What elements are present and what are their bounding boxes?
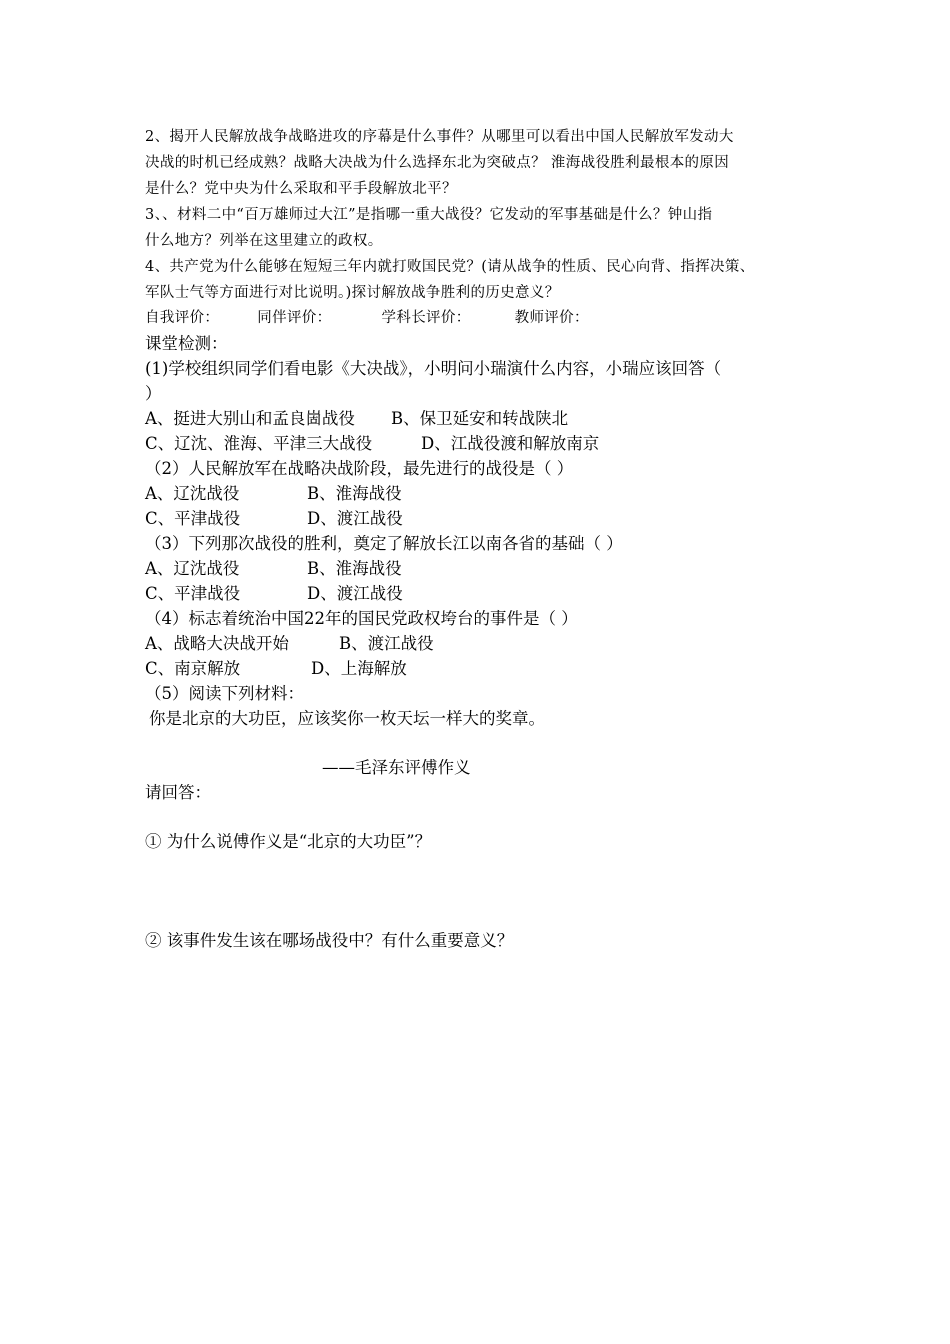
peer-evaluation-label: 同伴评价： bbox=[257, 310, 332, 326]
test-3-option-b: B、淮海战役 bbox=[307, 559, 402, 578]
test-2-option-d: D、渡江战役 bbox=[307, 509, 403, 528]
test-2-option-b: B、淮海战役 bbox=[307, 484, 402, 503]
question-4-line-1: 4、共产党为什么能够在短短三年内就打败国民党？(请从战争的性质、民心向背、指挥决策、 bbox=[145, 259, 755, 275]
test-1-stem-line-1: (1)学校组织同学们看电影《大决战》，小明问小瑞演什么内容，小瑞应该回答（ bbox=[145, 359, 722, 378]
leader-evaluation-label: 学科长评价： bbox=[381, 310, 471, 326]
test-1-option-d: D、江战役渡和解放南京 bbox=[421, 434, 600, 453]
test-4-options-ab bbox=[145, 630, 434, 654]
test-1-option-a: A、挺进大别山和孟良崮战役 bbox=[145, 409, 355, 428]
test-5-quote: 你是北京的大功臣，应该奖你一枚天坛一样大的奖章。 bbox=[149, 709, 545, 728]
test-5-sub-question-1: ① 为什么说傅作义是“北京的大功臣”？ bbox=[145, 832, 432, 851]
test-5-prompt: 请回答： bbox=[145, 783, 211, 802]
test-2-options-cd bbox=[145, 505, 403, 529]
test-2-option-a: A、辽沈战役 bbox=[145, 484, 240, 503]
test-2-option-c: C、平津战役 bbox=[145, 509, 241, 528]
test-4-option-c: C、南京解放 bbox=[145, 659, 241, 678]
question-3-line-2: 什么地方？列举在这里建立的政权。 bbox=[145, 233, 383, 249]
test-1-options-ab bbox=[145, 405, 568, 429]
teacher-evaluation-label: 教师评价： bbox=[514, 310, 589, 326]
test-1-option-c: C、辽沈、淮海、平津三大战役 bbox=[145, 434, 373, 453]
test-3-option-d: D、渡江战役 bbox=[307, 584, 403, 603]
test-1-stem-line-2: ） bbox=[145, 384, 162, 403]
test-5-quote-source: ——毛泽东评傅作义 bbox=[322, 758, 471, 777]
test-4-option-d: D、上海解放 bbox=[311, 659, 407, 678]
test-1-options-cd bbox=[145, 430, 599, 454]
test-4-stem: （4）标志着统治中国22年的国民党政权垮台的事件是（ ） bbox=[145, 609, 578, 628]
question-3-line-1: 3、、材料二中“百万雄师过大江”是指哪一重大战役？它发动的军事基础是什么？钟山指 bbox=[145, 207, 713, 223]
test-2-stem: （2）人民解放军在战略决战阶段，最先进行的战役是（ ） bbox=[145, 459, 574, 478]
question-2-line-3: 是什么？党中央为什么采取和平手段解放北平？ bbox=[145, 181, 457, 197]
self-evaluation-label: 自我评价： bbox=[145, 310, 220, 326]
test-5-sub-question-2: ② 该事件发生该在哪场战役中？有什么重要意义？ bbox=[145, 931, 514, 950]
test-3-stem: （3）下列那次战役的胜利，奠定了解放长江以南各省的基础（ ） bbox=[145, 534, 623, 553]
question-2-line-2: 决战的时机已经成熟？战略大决战为什么选择东北为突破点？ 淮海战役胜利最根本的原因 bbox=[145, 155, 730, 171]
test-4-options-cd bbox=[145, 655, 407, 679]
test-5-stem: （5）阅读下列材料： bbox=[145, 684, 304, 703]
test-1-option-b: B、保卫延安和转战陕北 bbox=[391, 409, 569, 428]
test-3-options-ab bbox=[145, 555, 402, 579]
test-heading: 课堂检测： bbox=[145, 334, 228, 353]
test-3-option-c: C、平津战役 bbox=[145, 584, 241, 603]
test-4-option-a: A、战略大决战开始 bbox=[145, 634, 289, 653]
question-4-line-2: 军队士气等方面进行对比说明。)探讨解放战争胜利的历史意义？ bbox=[145, 285, 560, 301]
evaluation-row bbox=[145, 306, 589, 327]
test-4-option-b: B、渡江战役 bbox=[339, 634, 434, 653]
test-3-options-cd bbox=[145, 580, 403, 604]
question-2-line-1: 2、揭开人民解放战争战略进攻的序幕是什么事件？从哪里可以看出中国人民解放军发动大 bbox=[145, 129, 734, 145]
test-2-options-ab bbox=[145, 480, 402, 504]
test-3-option-a: A、辽沈战役 bbox=[145, 559, 240, 578]
